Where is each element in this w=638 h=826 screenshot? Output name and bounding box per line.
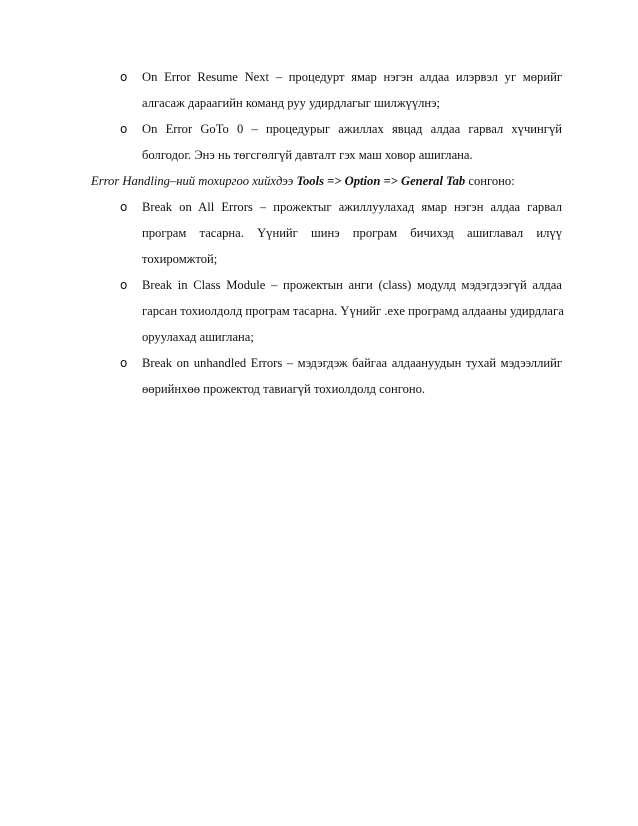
list-item (0, 272, 638, 350)
intro-italic-text: Error Handling–ний тохиргоо хийхдээ (91, 174, 297, 188)
bullet-icon: o (120, 200, 128, 214)
list-item (0, 64, 638, 116)
error-handling-intro (91, 168, 638, 194)
bullet-icon: o (120, 356, 128, 370)
list-item-line: Break on unhandled Errors – мэдэгдэж байгаа алдаануудын тухай мэдээллийг (142, 356, 562, 370)
list-item (0, 116, 638, 168)
list-item-line: On Error Resume Next – процедурт ямар нэгэн алдаа илэрвэл уг мөрийг (142, 70, 562, 84)
intro-menu-path: Tools => Option => General Tab (296, 174, 466, 188)
bullet-icon: o (120, 70, 128, 84)
list-item-line: алгасаж дараагийн команд руу удирдлагыг шилжүүлнэ; (142, 96, 441, 110)
list-item-line: болгодог. Энэ нь төгсгөлгүй давталт гэх маш ховор ашиглана. (142, 148, 473, 162)
list-item-line: оруулахад ашиглана; (142, 330, 254, 344)
list-item (0, 350, 638, 402)
list-item-line: On Error GoTo 0 – процедурыг ажиллах явцад алдаа гарвал хүчингүй (142, 122, 562, 136)
error-options-list (0, 194, 638, 402)
document-body (0, 64, 638, 402)
list-item-line: гарсан тохиолдолд програм тасарна. Үүнийг .exe програмд алдааны удирдлага (142, 304, 564, 318)
list-item (0, 194, 638, 272)
list-item-line: өөрийнхөө прожектод тавиагүй тохиолдолд сонгоно. (142, 382, 426, 396)
error-statements-list (0, 64, 638, 168)
bullet-icon: o (120, 278, 128, 292)
list-item-line: програм тасарна. Үүнийг шинэ програм бичихэд ашиглавал илүү (142, 226, 562, 240)
bullet-icon: o (120, 122, 128, 136)
list-item-line: тохиромжтой; (142, 252, 218, 266)
intro-rest-text: сонгоно: (465, 174, 515, 188)
list-item-line: Break on All Errors – прожектыг ажиллуулахад ямар нэгэн алдаа гарвал (142, 200, 562, 214)
list-item-line: Break in Class Module – прожектын анги (class) модулд мэдэгдээгүй алдаа (142, 278, 562, 292)
